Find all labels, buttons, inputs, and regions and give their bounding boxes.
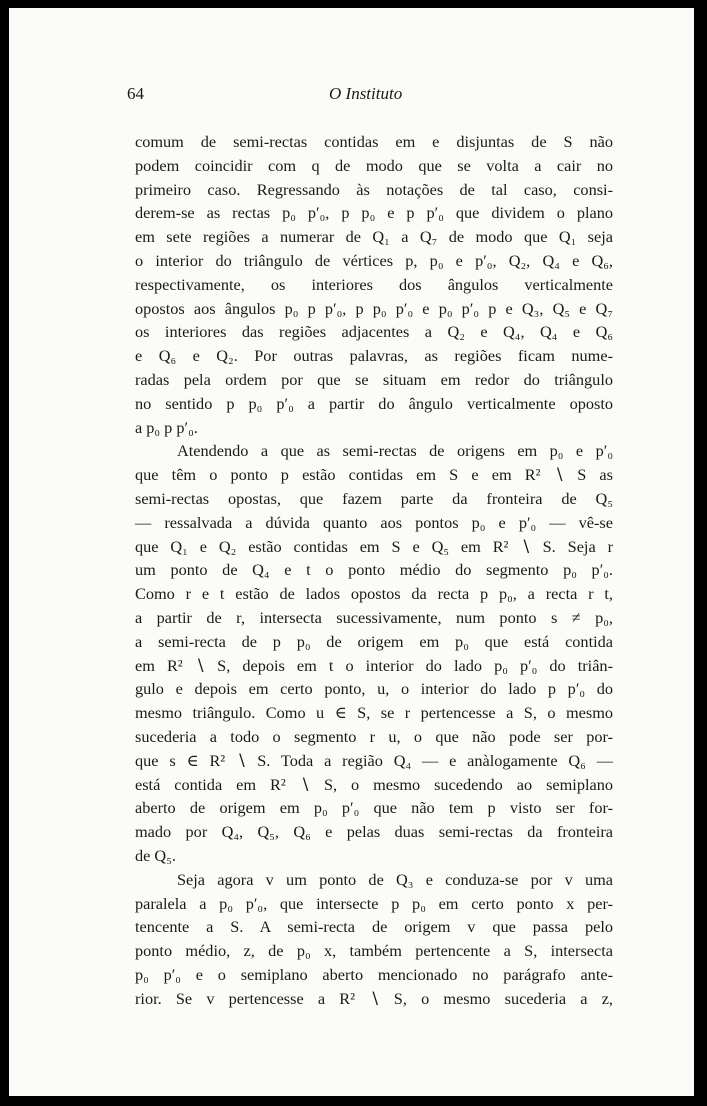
text-line: que s ∈ R² ∖ S. Toda a região Q₄ — e anàlogamente Q₆ — — [135, 750, 613, 770]
text-line: que têm o ponto p estão contidas em S e em R² ∖ S as — [135, 465, 613, 485]
text-line: respectivamente, os interiores dos ângulos verticalmente — [135, 274, 613, 294]
text-line: comum de semi-rectas contidas em e disjuntas de S não — [135, 132, 613, 151]
text-line: um ponto de Q₄ e t o ponto médio do segmento p₀ p′₀. — [135, 560, 613, 580]
text-line: primeiro caso. Regressando às notações de tal caso, consi- — [135, 179, 613, 199]
text-line: derem-se as rectas p₀ p′₀, p p₀ e p p′₀ que dividem o plano — [135, 203, 613, 223]
text-line: em R² ∖ S, depois em t o interior do lado p₀ p′₀ do triân- — [135, 655, 613, 675]
text-line: opostos aos ângulos p₀ p p′₀, p p₀ p′₀ e p₀ p′₀ p e Q₃, Q₅ e Q₇ — [135, 298, 613, 318]
text-line: aberto de origem em p₀ p′₀ que não tem p visto ser for- — [135, 798, 613, 818]
text-line: tencente a S. A semi-recta de origem v que passa pelo — [135, 917, 613, 937]
text-line: e Q₆ e Q₂. Por outras palavras, as regiões ficam nume- — [135, 346, 613, 366]
text-line: a p₀ p p′₀. — [135, 417, 198, 437]
text-line: — ressalvada a dúvida quanto aos pontos p₀ e p′₀ — vê-se — [135, 512, 613, 532]
text-line: podem coincidir com q de modo que se volta a cair no — [135, 155, 613, 175]
text-line: o interior do triângulo de vértices p, p₀ e p′₀, Q₂, Q₄ e Q₆, — [135, 250, 613, 270]
page-number: 64 — [127, 84, 144, 103]
text-line: rior. Se v pertencesse a R² ∖ S, o mesmo sucederia a z, — [135, 988, 613, 1008]
text-line: está contida em R² ∖ S, o mesmo sucedendo ao semiplano — [135, 774, 613, 794]
running-title: O Instituto — [329, 84, 403, 103]
text-line: paralela a p₀ p′₀, que intersecte p p₀ em certo ponto x per- — [135, 893, 613, 913]
text-line: ponto médio, z, de p₀ x, também pertencente a S, intersecta — [135, 941, 613, 961]
paragraph-1 — [135, 130, 613, 439]
paragraph-2 — [135, 439, 613, 867]
text-line: semi-rectas opostas, que fazem parte da fronteira de Q₅ — [135, 488, 613, 508]
text-line: sucederia a todo o segmento r u, o que não pode ser por- — [135, 726, 613, 746]
text-line: de Q₅. — [135, 845, 176, 865]
text-line: a partir de r, intersecta sucessivamente, num ponto s ≠ p₀, — [135, 607, 613, 627]
text-line: os interiores das regiões adjacentes a Q₂ e Q₄, Q₄ e Q₆ — [135, 322, 613, 342]
text-line: em sete regiões a numerar de Q₁ a Q₇ de modo que Q₁ seja — [135, 227, 613, 247]
text-line: Como r e t estão de lados opostos da recta p p₀, a recta r t, — [135, 584, 613, 604]
text-line: no sentido p p₀ p′₀ a partir do ângulo verticalmente oposto — [135, 393, 613, 413]
text-line: radas pela ordem por que se situam em redor do triângulo — [135, 369, 613, 389]
text-line: a semi-recta de p p₀ de origem em p₀ que está contida — [135, 631, 613, 651]
text-line: que Q₁ e Q₂ estão contidas em S e Q₅ em R² ∖ S. Seja r — [135, 536, 613, 556]
text-line: Atendendo a que as semi-rectas de origens em p₀ e p′₀ — [177, 441, 613, 461]
text-line: mado por Q₄, Q₅, Q₆ e pelas duas semi-rectas da fronteira — [135, 822, 613, 842]
text-line: mesmo triângulo. Como u ∈ S, se r pertencesse a S, o mesmo — [135, 703, 613, 723]
body-text — [135, 130, 613, 1010]
text-line: Seja agora v um ponto de Q₃ e conduza-se por v uma — [177, 869, 613, 889]
text-line: p₀ p′₀ e o semiplano aberto mencionado no parágrafo ante- — [135, 964, 613, 984]
text-line: gulo e depois em certo ponto, u, o interior do lado p p′₀ do — [135, 679, 613, 699]
paragraph-3 — [135, 868, 613, 1011]
page-header — [127, 84, 613, 110]
